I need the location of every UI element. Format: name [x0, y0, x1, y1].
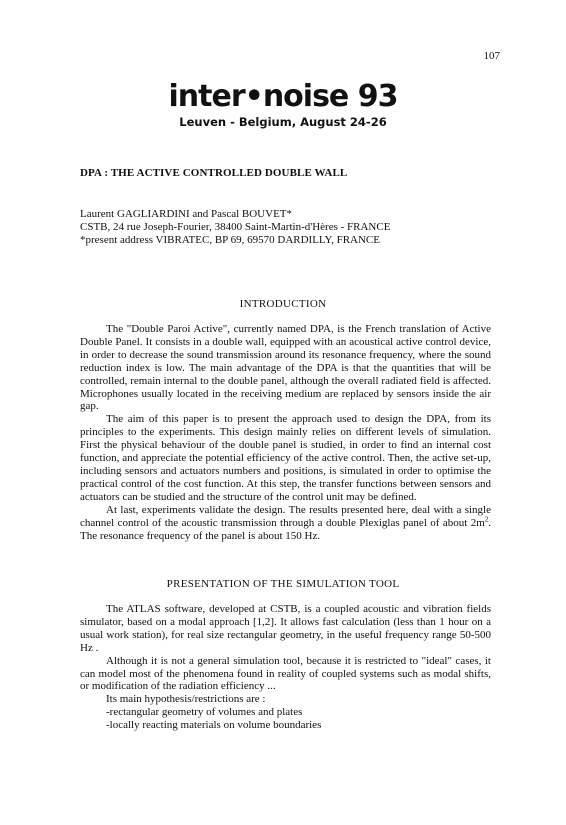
introduction-paragraph-3-text: At last, experiments validate the design. The results presented here, deal with a single channel control of the acoustic transmission through a double Plexiglas panel of about 2m [80, 503, 491, 529]
author-present-address: *present address VIBRATEC, BP 69, 69570 DARDILLY, FRANCE [80, 234, 380, 247]
simulation-paragraph-2: Although it is not a general simulation tool, because it is restricted to "ideal" cases, it can model most of the phenomena found in reality of coupled systems such as modal shifts, or modification of the radiation efficiency ... [80, 654, 491, 693]
section-heading-simulation: PRESENTATION OF THE SIMULATION TOOL [166, 578, 400, 590]
page-number: 107 [483, 50, 500, 62]
introduction-paragraph-1: The "Double Paroi Active", currently named DPA, is the French translation of Active Double Panel. It consists in a double wall, equipped with an acoustical active control device, in order to decrease the sound transmission around its resonance frequency, where the sound reduction index is low. The main advantage of the DPA is that the quantities that will be controlled, remain internal to the double panel, although the overall radiated field is affected. Microphones usually located in the receiving medium are replaced by sensors inside the air gap. [80, 323, 491, 413]
author-names: Laurent GAGLIARDINI and Pascal BOUVET* [80, 208, 293, 220]
introduction-paragraph-3 [80, 504, 491, 543]
simulation-paragraph-1: The ATLAS software, developed at CSTB, is a coupled acoustic and vibration fields simulator, based on a modal approach [1,2]. It allows fast calculation (less than 1 hour on a usual work station), for real size rectangular geometry, in the useful frequency range 50-500 Hz . [80, 603, 491, 654]
conference-logo: inter•noise 93 [168, 79, 398, 114]
author-block [80, 208, 390, 248]
conference-subtitle: Leuven - Belgium, August 24-26 [179, 115, 387, 129]
simulation-body [80, 603, 491, 732]
hypothesis-item-1: -rectangular geometry of volumes and plates [106, 706, 303, 719]
section-heading-introduction: INTRODUCTION [239, 298, 327, 310]
author-affiliation: CSTB, 24 rue Joseph-Fourier, 38400 Saint-Martin-d'Hères - FRANCE [80, 221, 391, 234]
introduction-paragraph-2: The aim of this paper is to present the approach used to design the DPA, from its principles to the experiments. This design mainly relies on different levels of simulation. First the physical behaviour of the double panel is studied, in order to find an internal cost function, and appreciate the potential efficiency of the active control. Then, the active set-up, including sensors and actuators numbers and positions, is simulated in order to optimise the practical control of the cost function. At this step, the transfer functions between sensors and actuators can be studied and the structure of the control unit may be defined. [80, 413, 491, 503]
paper-title: DPA : THE ACTIVE CONTROLLED DOUBLE WALL [80, 167, 348, 179]
hypotheses-intro: Its main hypothesis/restrictions are : [106, 693, 266, 706]
hypothesis-item-2: -locally reacting materials on volume boundaries [106, 719, 322, 732]
introduction-paragraph-3-end: . The resonance frequency of the panel is about 150 Hz. [80, 516, 491, 542]
superscript-exponent: 2 [484, 514, 489, 523]
introduction-body [80, 323, 491, 542]
